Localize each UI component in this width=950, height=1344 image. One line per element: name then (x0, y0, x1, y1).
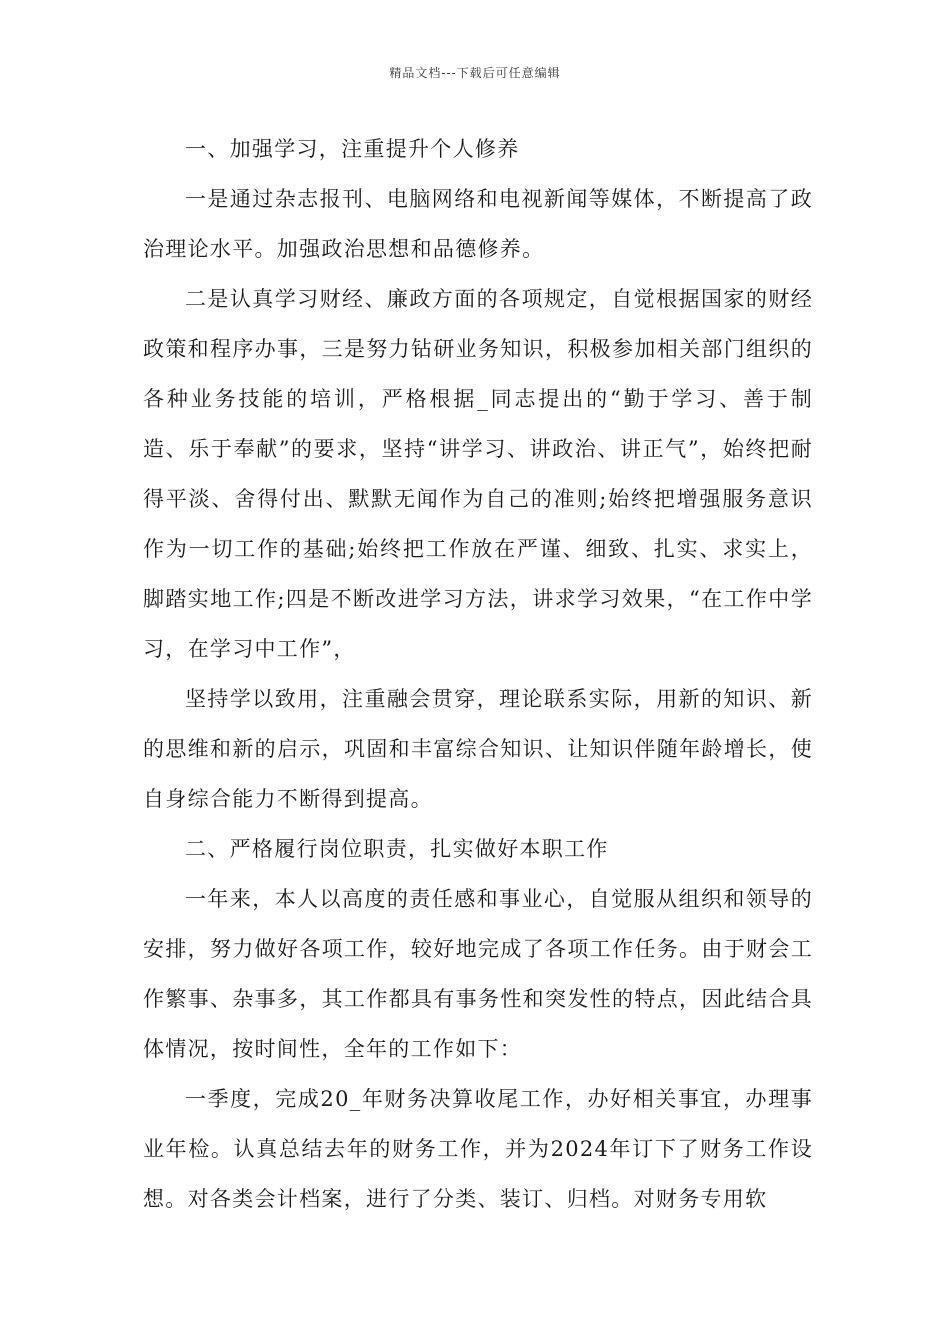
paragraph-2: 二是认真学习财经、廉政方面的各项规定，自觉根据国家的财经政策和程序办事，三是努力钻研业务知识，积极参加相关部门组织的各种业务技能的培训，严格根据_同志提出的“勤于学习、善于制造、乐于奉献”的要求，坚持“讲学习、讲政治、讲正气”，始终把耐得平淡、舍得付出、默默无闻作为自己的准则;始终把增强服务意识作为一切工作的基础;始终把工作放在严谨、细致、扎实、求实上，脚踏实地工作;四是不断改进学习方法，讲求学习效果，“在工作中学习，在学习中工作”， (143, 287, 813, 661)
paragraph-4: 一年来，本人以高度的责任感和事业心，自觉服从组织和领导的安排，努力做好各项工作，较好地完成了各项工作任务。由于财会工作繁事、杂事多，其工作都具有事务性和突发性的特点，因此结合具体情况，按时间性，全年的工作如下： (143, 887, 813, 1061)
paragraph-1: 一是通过杂志报刊、电脑网络和电视新闻等媒体，不断提高了政治理论水平。加强政治思想和品德修养。 (143, 187, 813, 261)
document-body (143, 124, 813, 1224)
section-heading-2: 二、严格履行岗位职责，扎实做好本职工作 (185, 837, 609, 861)
section-heading-1: 一、加强学习，注重提升个人修养 (185, 137, 520, 161)
page-header: 精品文档---下载后可任意编辑 (389, 66, 561, 80)
paragraph-3: 坚持学以致用，注重融会贯穿，理论联系实际，用新的知识、新的思维和新的启示，巩固和丰富综合知识、让知识伴随年龄增长，使自身综合能力不断得到提高。 (143, 687, 813, 811)
paragraph-5: 一季度，完成20_年财务决算收尾工作，办好相关事宜，办理事业年检。认真总结去年的财务工作，并为2024年订下了财务工作设想。对各类会计档案，进行了分类、装订、归档。对财务专用软 (143, 1087, 813, 1211)
